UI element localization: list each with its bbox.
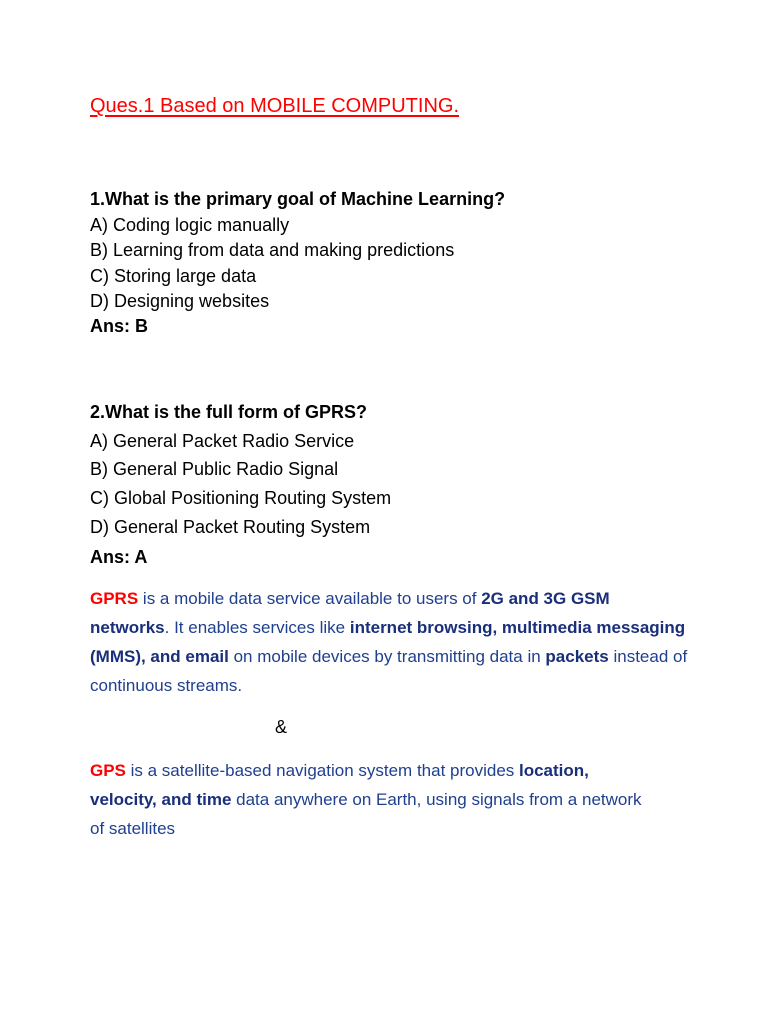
q2-question: 2.What is the full form of GPRS? bbox=[90, 402, 368, 422]
q2-answer: Ans: A bbox=[90, 547, 148, 567]
gprs-text-4: instead of continuous streams. bbox=[90, 647, 688, 695]
q1-option-d: D) Designing websites bbox=[90, 291, 270, 311]
gprs-text-2: . It enables services like bbox=[164, 618, 350, 637]
gprs-paragraph bbox=[90, 584, 690, 700]
q1-answer: Ans: B bbox=[90, 316, 148, 336]
q2-option-d: D) General Packet Routing System bbox=[90, 517, 371, 537]
gprs-text-3: on mobile devices by transmitting data in bbox=[228, 647, 546, 666]
q2-option-b: B) General Public Radio Signal bbox=[90, 459, 339, 479]
gps-text-2: data anywhere on Earth, using signals from a network of satellites bbox=[90, 790, 642, 838]
gprs-term: GPRS bbox=[90, 589, 139, 608]
q1-question: 1.What is the primary goal of Machine Learning? bbox=[90, 189, 506, 209]
q1-option-a: A) Coding logic manually bbox=[90, 215, 290, 235]
gps-outputs: location, velocity, and time bbox=[90, 761, 589, 809]
gps-paragraph bbox=[90, 756, 650, 843]
gprs-packets: packets bbox=[545, 647, 609, 666]
gps-term: GPS bbox=[90, 761, 126, 780]
gps-text-1: is a satellite-based navigation system that provides bbox=[125, 761, 519, 780]
q2-option-a: A) General Packet Radio Service bbox=[90, 431, 355, 451]
q1-option-c: C) Storing large data bbox=[90, 266, 257, 286]
gprs-services: internet browsing, multimedia messaging (MMS), and email bbox=[90, 618, 686, 666]
gprs-networks: 2G and 3G GSM networks bbox=[90, 589, 610, 637]
page-title: Ques.1 Based on MOBILE COMPUTING. bbox=[90, 95, 460, 117]
gprs-text-1: is a mobile data service available to users of bbox=[138, 589, 482, 608]
q2-option-c: C) Global Positioning Routing System bbox=[90, 488, 392, 508]
q1-option-b: B) Learning from data and making predictions bbox=[90, 240, 455, 260]
ampersand: & bbox=[275, 717, 288, 737]
